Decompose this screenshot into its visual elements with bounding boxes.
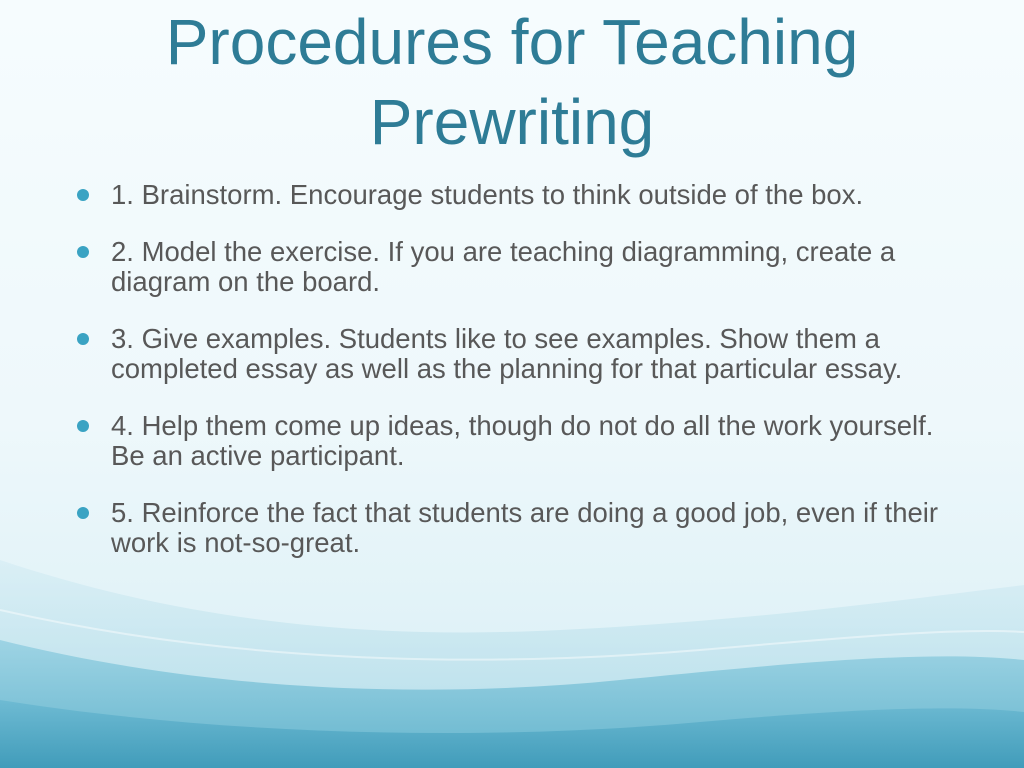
bullet-text: 4. Help them come up ideas, though do not do all the work yourself. Be an active participant. xyxy=(111,410,934,471)
list-item xyxy=(70,180,940,210)
bullet-list xyxy=(70,180,940,585)
bullet-dot-icon xyxy=(76,245,90,259)
slide-title: Procedures for Teaching Prewriting xyxy=(165,6,859,158)
bullet-dot-icon xyxy=(76,419,90,433)
bullet-text: 5. Reinforce the fact that students are doing a good job, even if their work is not-so-great. xyxy=(111,497,939,558)
bullet-dot-icon xyxy=(76,188,90,202)
list-item xyxy=(70,411,940,471)
list-item xyxy=(70,498,940,558)
bullet-text: 3. Give examples. Students like to see examples. Show them a completed essay as well as the planning for that particular essay. xyxy=(111,323,903,384)
bullet-dot-icon xyxy=(76,506,90,520)
list-item xyxy=(70,237,940,297)
bullet-text: 1. Brainstorm. Encourage students to think outside of the box. xyxy=(111,179,864,210)
list-item xyxy=(70,324,940,384)
bullet-dot-icon xyxy=(76,332,90,346)
bullet-text: 2. Model the exercise. If you are teaching diagramming, create a diagram on the board. xyxy=(111,236,896,297)
